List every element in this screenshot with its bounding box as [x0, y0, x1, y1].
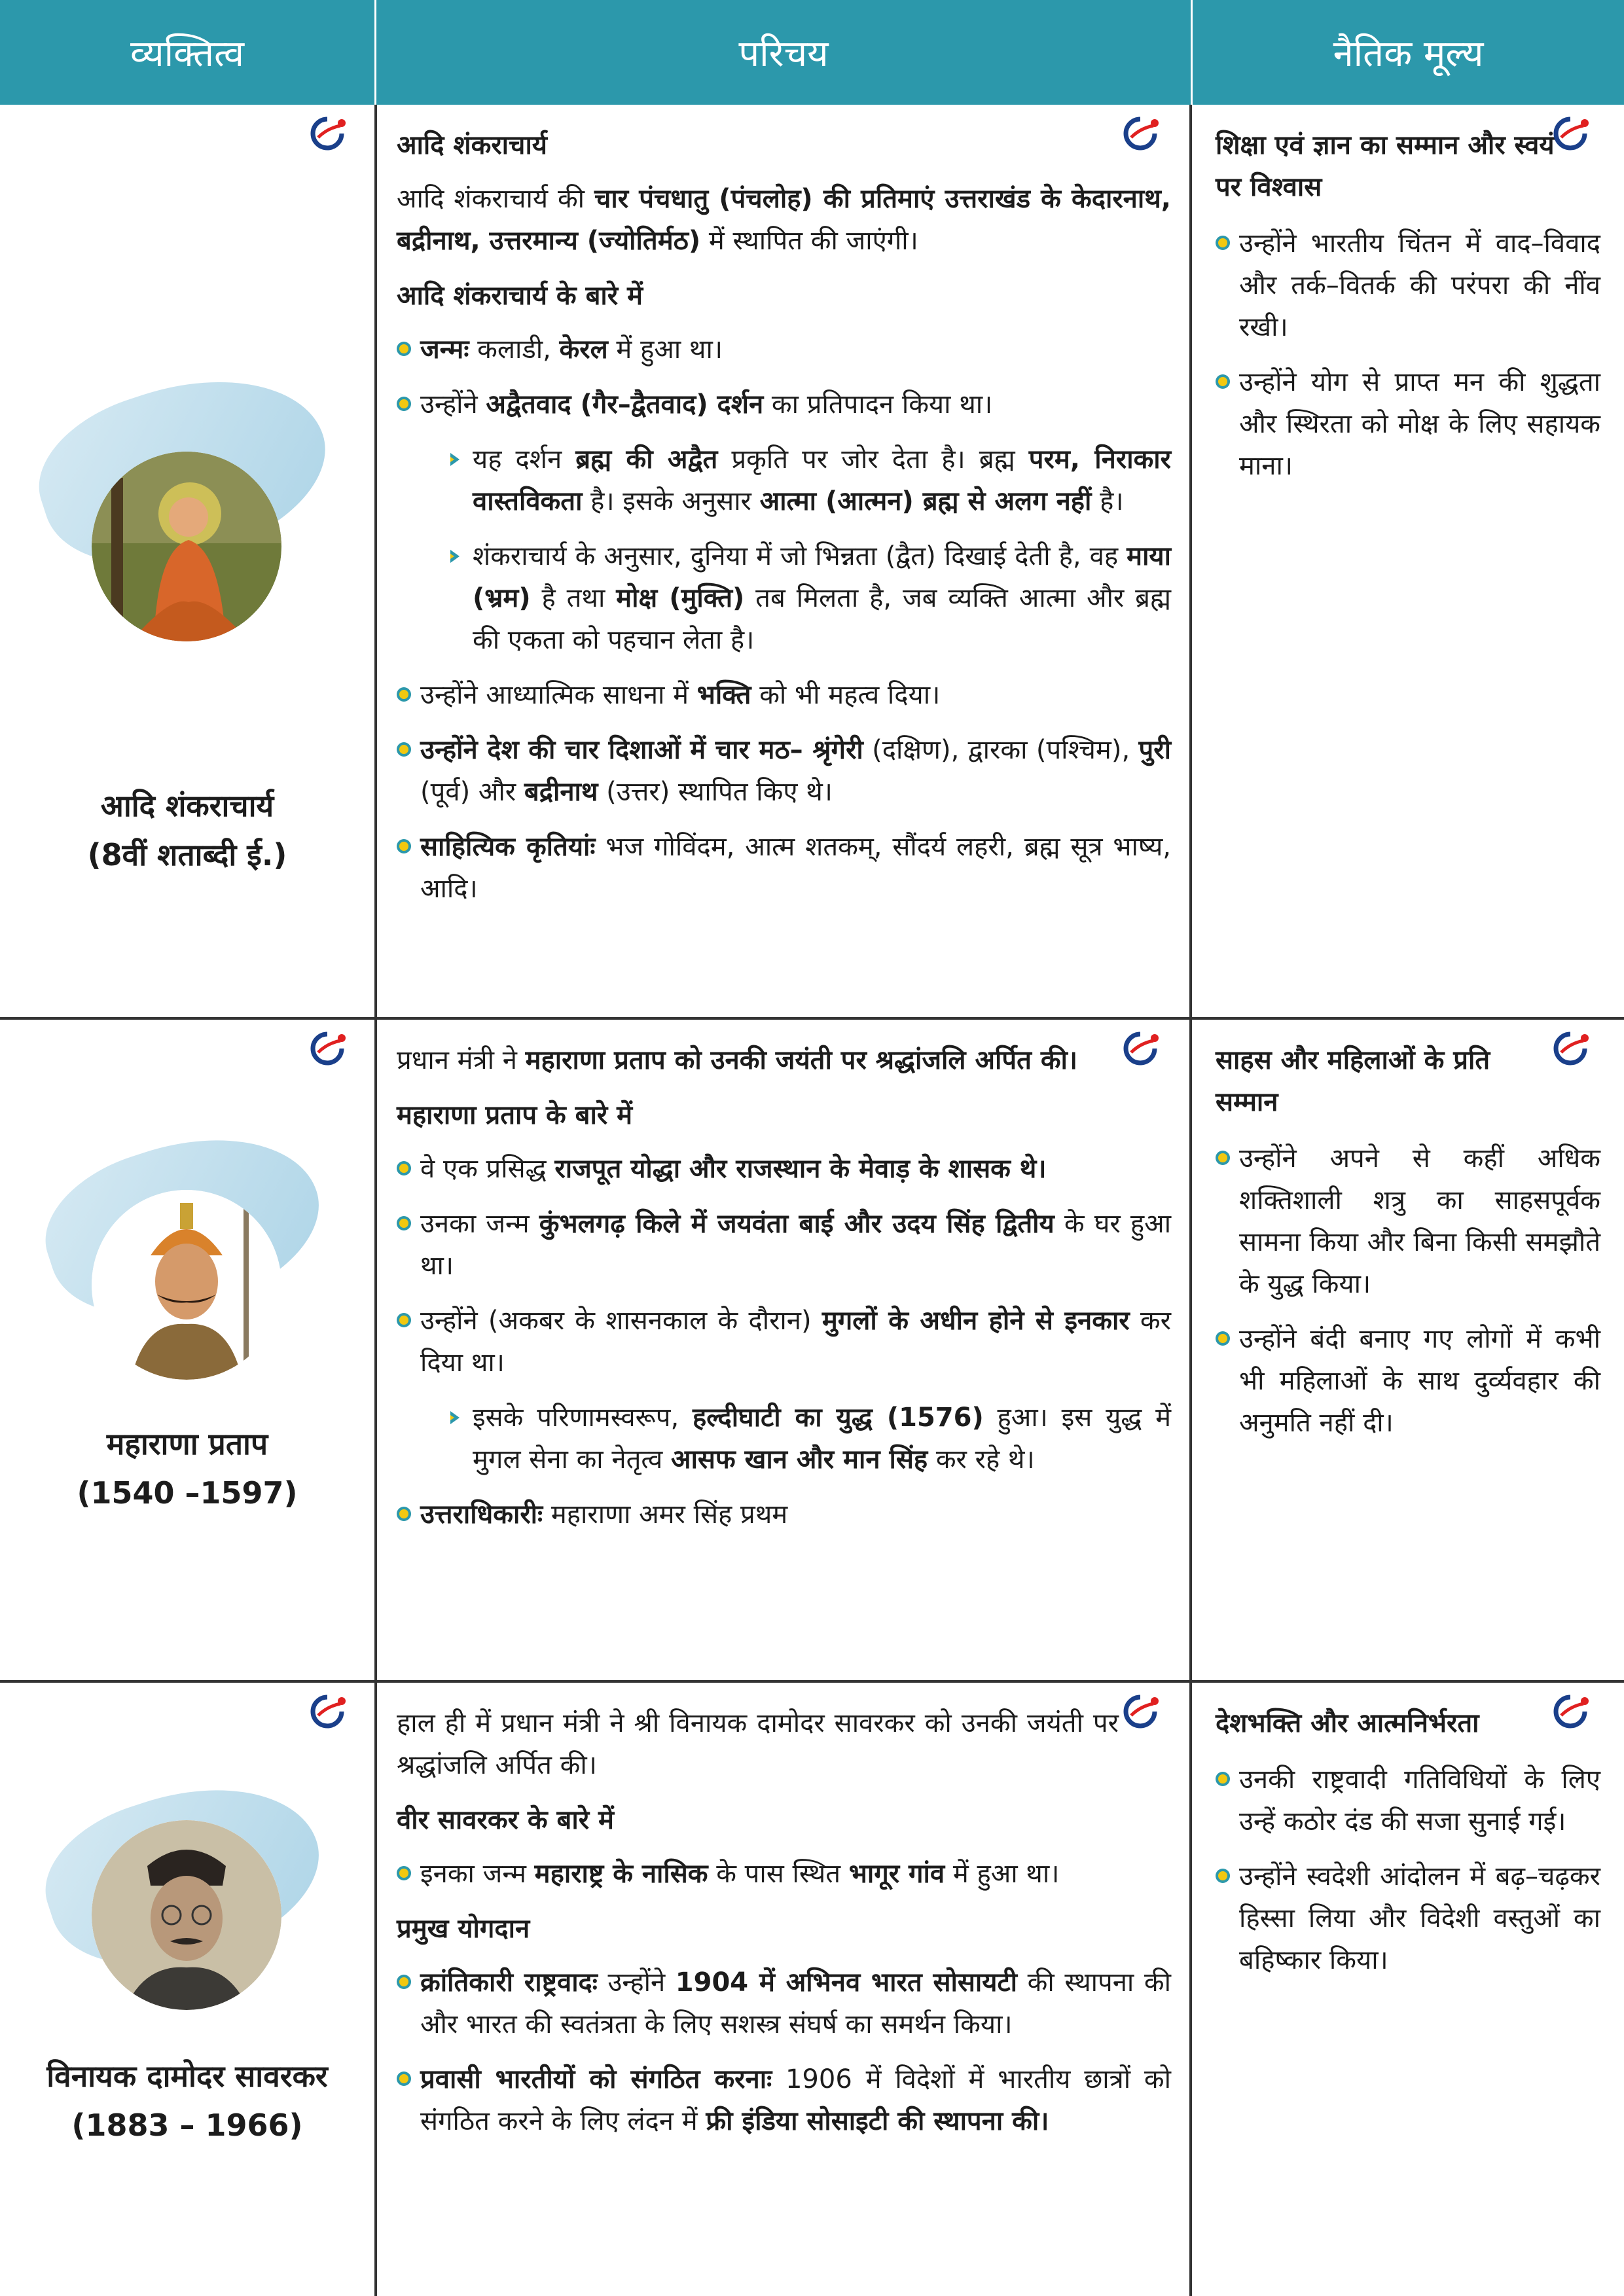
bold-text: हल्दीघाटी का युद्ध (1576)	[692, 1403, 984, 1433]
intro-subhead: महाराणा प्रताप के बारे में	[397, 1100, 633, 1130]
intro-subhead: प्रमुख योगदान	[397, 1914, 530, 1944]
brand-logo-icon	[1551, 1029, 1590, 1068]
list-item	[397, 1300, 1171, 1384]
bold-text: महाराष्ट्र के नासिक	[534, 1859, 708, 1889]
text-run: हुआ। इस युद्ध में मुगल सेना का नेतृत्व	[473, 1403, 1171, 1475]
list-item	[397, 1853, 1171, 1895]
bold-text: चार पंचधातु (पंचलोह) की प्रतिमाएं उत्तराखंड के केदारनाथ, बद्रीनाथ, उत्तरमान्य (ज्योतिर्मठ)	[397, 184, 1171, 256]
values-cell	[1192, 105, 1624, 1017]
value-item: उन्होंने स्वदेशी आंदोलन में बढ़–चढ़कर हिस्सा लिया और विदेशी वस्तुओं का बहिष्कार किया।	[1216, 1856, 1600, 1981]
bold-text: प्रवासी भारतीयों को संगठित करनाः	[420, 2064, 772, 2094]
intro-lead	[397, 1702, 1171, 1786]
text-run: (उत्तर) स्थापित किए थे।	[598, 777, 833, 807]
text-run: तब मिलता है, जब व्यक्ति आत्मा और ब्रह्म की एकता को पहचान लेता है।	[473, 583, 1171, 655]
bold-text: आत्मा (आत्मन) ब्रह्म से अलग नहीं	[759, 486, 1092, 516]
list-item	[397, 826, 1171, 910]
header-personality: व्यक्तित्व	[130, 33, 245, 75]
list-item	[397, 2058, 1171, 2142]
text-run: यह दर्शन	[473, 444, 576, 475]
list-item	[397, 329, 1171, 370]
text-run: उन्होंने आध्यात्मिक साधना में	[420, 680, 697, 710]
text-run: में हुआ था।	[607, 334, 723, 365]
maharana-pratap-portrait	[92, 1190, 281, 1380]
brand-logo-icon	[1121, 114, 1160, 153]
text-run: (पूर्व) और	[420, 777, 524, 807]
person-period: (1883 – 1966)	[71, 2108, 303, 2143]
bold-text: ब्रह्म की अद्वैत	[575, 444, 718, 475]
text-run: का प्रतिपादन किया था।	[763, 389, 993, 420]
bold-text: राजपूत योद्धा और राजस्थान के मेवाड़ के शासक थे।	[554, 1154, 1047, 1184]
savarkar-portrait	[92, 1820, 281, 2010]
text-run: वे एक प्रसिद्ध	[420, 1154, 555, 1184]
text-run: उन्होंने (अकबर के शासनकाल के दौरान)	[420, 1306, 822, 1336]
text-run: है।	[1091, 486, 1124, 516]
sub-list-item	[446, 439, 1171, 522]
text-run: कलाडी,	[469, 334, 560, 365]
person-period: (1540 –1597)	[77, 1475, 298, 1511]
brand-logo-icon	[1551, 1692, 1590, 1731]
text-run: उन्होंने	[597, 1967, 676, 1998]
text-run: को भी महत्व दिया।	[751, 680, 941, 710]
value-item: उन्होंने अपने से कहीं अधिक शक्तिशाली शत्रु का साहसपूर्वक सामना किया और बिना किसी समझौते के युद्ध किया।	[1216, 1138, 1600, 1305]
brand-logo-icon	[308, 1029, 347, 1068]
text-run: के घर हुआ था।	[420, 1209, 1171, 1281]
text-run: प्रकृति पर जोर देता है। ब्रह्म	[717, 444, 1029, 475]
values-list	[1216, 223, 1600, 487]
brand-logo-icon	[1121, 1692, 1160, 1731]
bold-text: जन्मः	[420, 334, 469, 365]
brand-logo-icon	[1551, 114, 1590, 153]
text-run: में स्थापित की जाएंगी।	[700, 226, 918, 256]
values-list	[1216, 1138, 1600, 1444]
text-run: शंकराचार्य के अनुसार, दुनिया में जो भिन्नता (द्वैत) दिखाई देती है, वह	[473, 541, 1127, 571]
brand-logo-icon	[308, 114, 347, 153]
values-title: साहस और महिलाओं के प्रति सम्मान	[1216, 1045, 1490, 1117]
intro-lead	[397, 178, 1171, 262]
bold-text: आसफ खान और मान सिंह	[670, 1444, 928, 1475]
text-run: कर रहे थे।	[928, 1444, 1035, 1475]
intro-cell	[377, 1683, 1189, 2296]
values-title: शिक्षा एवं ज्ञान का सम्मान और स्वयं पर विश्वास	[1216, 130, 1555, 202]
bold-text: फ्री इंडिया सोसाइटी की स्थापना की।	[706, 2106, 1049, 2136]
text-run: उन्होंने	[420, 389, 486, 420]
list-item	[397, 1203, 1171, 1287]
intro-cell	[377, 105, 1189, 1017]
intro-list	[397, 1148, 1171, 1535]
text-run: में हुआ था।	[945, 1859, 1060, 1889]
list-item	[397, 1962, 1171, 2045]
text-run: इसके परिणामस्वरूप,	[473, 1403, 693, 1433]
values-cell	[1192, 1020, 1624, 1680]
intro-title: आदि शंकराचार्य	[397, 130, 548, 160]
brand-logo-icon	[308, 1692, 347, 1731]
values-title: देशभक्ति और आत्मनिर्भरता	[1216, 1708, 1479, 1738]
text-run: है तथा	[530, 583, 617, 613]
bold-text: बद्रीनाथ	[524, 777, 598, 807]
value-item: उन्होंने योग से प्राप्त मन की शुद्धता और स्थिरता को मोक्ष के लिए सहायक माना।	[1216, 361, 1600, 487]
bold-text: उत्तराधिकारीः	[420, 1499, 543, 1530]
text-run: महाराणा अमर सिंह प्रथम	[543, 1499, 788, 1530]
person-period: (8वीं शताब्दी ई.)	[87, 837, 287, 872]
intro-list	[397, 329, 1171, 910]
shankaracharya-portrait	[92, 452, 281, 641]
text-run: (दक्षिण), द्वारका (पश्चिम),	[863, 735, 1139, 765]
text-run: के पास स्थित	[708, 1859, 849, 1889]
value-item: उनकी राष्ट्रवादी गतिविधियों के लिए उन्हें कठोर दंड की सजा सुनाई गई।	[1216, 1759, 1600, 1842]
bold-text: भक्ति	[696, 680, 751, 710]
intro-list	[397, 1853, 1171, 1895]
text-run: है। इसके अनुसार	[582, 486, 760, 516]
person-cell	[0, 1020, 374, 1680]
text-run: की स्थापना की और भारत की स्वतंत्रता के लिए सशस्त्र संघर्ष का समर्थन किया।	[420, 1967, 1171, 2039]
intro-cell	[377, 1020, 1189, 1680]
bold-text: मोक्ष (मुक्ति)	[616, 583, 745, 613]
bold-text: परम, निराकार वास्तविकता	[473, 444, 1172, 516]
text-run: हाल ही में प्रधान मंत्री ने श्री विनायक दामोदर सावरकर को उनकी जयंती पर श्रद्धांजलि अर्पित की।	[397, 1708, 1119, 1780]
intro-subhead: वीर सावरकर के बारे में	[397, 1805, 614, 1835]
bold-text: मुगलों के अधीन होने से इनकार	[821, 1306, 1130, 1336]
intro-lead	[397, 1039, 1171, 1081]
intro-subhead: आदि शंकराचार्य के बारे में	[397, 281, 643, 311]
bold-text: पुरी	[1138, 735, 1171, 765]
bold-text: भागूर गांव	[848, 1859, 945, 1889]
sub-list-item	[446, 1397, 1171, 1480]
bold-text: अद्वैतवाद (गैर–द्वैतवाद) दर्शन	[486, 389, 764, 420]
values-list	[1216, 1759, 1600, 1981]
text-run: उनका जन्म	[420, 1209, 539, 1239]
header-introduction: परिचय	[738, 33, 829, 75]
bold-text: उन्होंने देश की चार दिशाओं में चार मठ– श्रृंगेरी	[420, 735, 863, 765]
list-item	[397, 674, 1171, 716]
text-run: कर दिया था।	[420, 1306, 1172, 1378]
text-run: आदि शंकराचार्य की	[397, 184, 594, 214]
sub-list-item	[446, 535, 1171, 661]
values-cell	[1192, 1683, 1624, 2296]
bold-text: महाराणा प्रताप को उनकी जयंती पर श्रद्धांजलि अर्पित की।	[525, 1045, 1078, 1075]
list-item	[397, 384, 1171, 425]
person-name: आदि शंकराचार्य	[100, 788, 274, 823]
text-run: इनका जन्म	[420, 1859, 535, 1889]
value-item: उन्होंने भारतीय चिंतन में वाद–विवाद और तर्क–वितर्क की परंपरा की नींव रखी।	[1216, 223, 1600, 348]
person-cell	[0, 105, 374, 1017]
bold-text: माया (भ्रम)	[473, 541, 1171, 613]
bold-text: 1904 में अभिनव भारत सोसायटी	[675, 1967, 1018, 1998]
list-item	[397, 729, 1171, 813]
header-moral-values: नैतिक मूल्य	[1333, 33, 1484, 75]
list-item	[397, 1148, 1171, 1190]
brand-logo-icon	[1121, 1029, 1160, 1068]
bold-text: कुंभलगढ़ किले में जयवंता बाई और उदय सिंह द्वितीय	[539, 1209, 1055, 1239]
bold-text: क्रांतिकारी राष्ट्रवादः	[420, 1967, 598, 1998]
person-cell	[0, 1683, 374, 2296]
text-run: भज गोविंदम, आत्म शतकम्, सौंदर्य लहरी, ब्रह्म सूत्र भाष्य, आदि।	[420, 832, 1172, 904]
text-run: प्रधान मंत्री ने	[397, 1045, 526, 1075]
person-name: महाराणा प्रताप	[106, 1426, 268, 1462]
person-name: विनायक दामोदर सावरकर	[46, 2058, 328, 2094]
value-item: उन्होंने बंदी बनाए गए लोगों में कभी भी महिलाओं के साथ दुर्व्यवहार की अनुमति नहीं दी।	[1216, 1318, 1600, 1444]
text-run: 1906 में विदेशों में भारतीय छात्रों को संगठित करने के लिए लंदन में	[420, 2064, 1171, 2136]
bold-text: साहित्यिक कृतियांः	[420, 832, 596, 862]
intro-list	[397, 1962, 1171, 2142]
bold-text: केरल	[559, 334, 608, 365]
list-item	[397, 1494, 1171, 1535]
